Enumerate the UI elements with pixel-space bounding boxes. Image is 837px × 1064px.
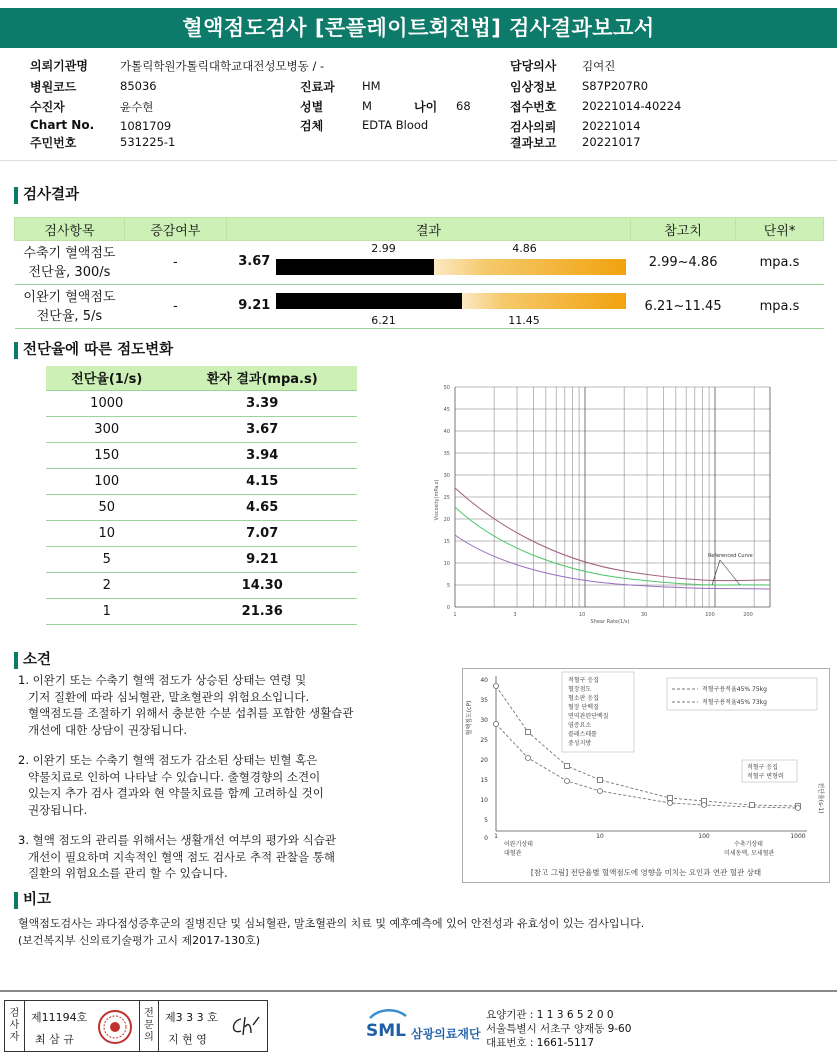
org-code: 요양기관 : 1 1 3 6 5 2 0 0 xyxy=(486,1009,614,1021)
signature-icon xyxy=(227,1013,263,1039)
clinical-label: 임상정보 xyxy=(510,80,557,94)
shear-rate: 1 xyxy=(46,598,167,624)
x-tick: 100 xyxy=(698,833,710,840)
footer-divider xyxy=(0,990,837,992)
chart-ticks xyxy=(444,385,753,618)
unit: mpa.s xyxy=(736,241,824,285)
col-item: 검사항목 xyxy=(15,218,125,241)
ref-range: 6.21~11.45 xyxy=(631,285,736,329)
receipt-value: 20221014-40224 xyxy=(582,99,682,113)
institution-value: 가톨릭학원가톨릭대학교대전성모병동 / - xyxy=(120,59,325,73)
remark-line: 혈액점도검사는 과다점성증후군의 질병진단 및 심뇌혈관, 말초혈관의 치료 및 예후예측에 있어 안전성과 유효성이 있는 검사입니다. xyxy=(18,917,645,930)
shear-rate: 10 xyxy=(46,520,167,546)
chart-no-value: 1081709 xyxy=(120,119,172,133)
factor-item: 혈소판 응집 xyxy=(568,695,599,702)
org-name: 삼광의료재단 xyxy=(411,1027,481,1041)
col-change: 증감여부 xyxy=(124,218,226,241)
marker-75kg xyxy=(565,764,570,769)
annotation-pointer xyxy=(712,560,740,585)
x-axis-label: Shear Rate(1/s) xyxy=(590,619,630,625)
viscosity: 3.67 xyxy=(167,416,357,442)
logo-text: SML xyxy=(366,1021,406,1041)
col-result: 결과 xyxy=(226,218,630,241)
examiner-label: 검사자 xyxy=(5,1001,25,1051)
id-value: 531225-1 xyxy=(120,135,176,149)
seal-icon xyxy=(97,1009,133,1045)
examiner-name: 최 삼 규 xyxy=(35,1033,74,1046)
report-title: 혈액점도검사 [콘플레이트회전법] 검사결과보고서 xyxy=(0,8,837,48)
result-value: 9.21 xyxy=(238,298,271,313)
result-bar-track xyxy=(276,259,626,275)
marker-73kg xyxy=(494,722,499,727)
x-tick: 30 xyxy=(640,612,648,618)
shear-rate: 50 xyxy=(46,494,167,520)
clinical-value: S87P207R0 xyxy=(582,79,649,93)
col-ref: 참고치 xyxy=(631,218,736,241)
remark-text xyxy=(18,916,644,949)
referenced-curve-label: Referenced Curve xyxy=(708,553,753,559)
marker-75kg xyxy=(750,803,755,808)
factor-item: 중성지방 xyxy=(568,740,592,747)
x-tick: 1 xyxy=(453,612,457,618)
chart-curves xyxy=(455,488,770,589)
result-bar-fill xyxy=(276,259,434,275)
y-tick: 5 xyxy=(446,583,450,589)
viscosity: 4.65 xyxy=(167,494,357,520)
change-value: - xyxy=(124,241,226,285)
y-tick: 50 xyxy=(443,385,450,391)
request-label: 검사의뢰 xyxy=(510,120,557,134)
specialist-label: 전문의 xyxy=(139,1001,159,1051)
opinion-line: 기저 질환에 따라 심뇌혈관, 말초혈관의 위험요소입니다. xyxy=(28,689,310,704)
x-right-label: 수축기상태 xyxy=(734,841,763,848)
result-row-systolic xyxy=(15,241,824,285)
table-row xyxy=(46,494,357,520)
remark-heading: 비고 xyxy=(14,892,51,909)
opinion-line: 3. 혈액 점도의 관리를 위해서는 생활개선 여부의 평가와 식습관 xyxy=(18,833,336,847)
hospital-code-value: 85036 xyxy=(120,79,157,93)
x-tick: 100 xyxy=(705,612,715,618)
dept-label: 진료과 xyxy=(300,80,335,94)
opinion-line: 질환의 위험요소를 관리 할 수 있습니다. xyxy=(28,866,228,880)
result-bar-fill xyxy=(276,293,462,309)
col-unit: 단위* xyxy=(736,218,824,241)
opinion-line: 개선이 필요하며 지속적인 혈액 점도 검사로 추적 관찰을 통해 xyxy=(28,849,335,864)
patient-label: 수진자 xyxy=(30,100,65,114)
opinion-line: 권장됩니다. xyxy=(28,802,88,817)
institution-label: 의뢰기관명 xyxy=(30,59,88,73)
org-address: 서울특별시 서초구 양재동 9-60 xyxy=(486,1023,632,1035)
opinion-line: 혈액점도를 조절하기 위해서 충분한 수분 섭취를 포함한 생활습관 xyxy=(28,706,354,720)
item-line2: 전단율, 5/s xyxy=(36,308,103,324)
x-tick: 1000 xyxy=(790,833,806,840)
opinion-text xyxy=(18,672,354,882)
factor-item: 혈장점도 xyxy=(568,686,592,693)
opinion-line: 1. 이완기 또는 수축기 혈액 점도가 상승된 상태는 연령 및 xyxy=(18,673,307,687)
marker-73kg xyxy=(702,803,707,808)
hospital-code-label: 병원코드 xyxy=(30,80,77,94)
patient-curve xyxy=(455,507,770,585)
shear-col2: 환자 결과(mpa.s) xyxy=(167,366,357,390)
opinion-line: 개선에 대한 상담이 권장됩니다. xyxy=(28,722,188,737)
viscosity: 7.07 xyxy=(167,520,357,546)
specialist-name: 지 현 영 xyxy=(168,1033,207,1046)
item-line1: 수축기 혈액점도 xyxy=(23,245,116,261)
result-value: 3.67 xyxy=(238,254,271,269)
factor-item: 염증요소 xyxy=(568,722,592,729)
viscosity: 9.21 xyxy=(167,546,357,572)
figure-y-label: 혈액점도(cP) xyxy=(466,700,473,736)
patient-value: 윤수현 xyxy=(120,100,154,114)
y-tick: 40 xyxy=(480,677,488,684)
marker-75kg xyxy=(526,730,531,735)
org-phone: 대표번호 : 1661-5117 xyxy=(486,1037,595,1049)
viscosity: 21.36 xyxy=(167,598,357,624)
opinion-line: 2. 이완기 또는 수축기 혈액 점도가 감소된 상태는 빈혈 혹은 xyxy=(18,753,318,767)
viscosity-curve-chart xyxy=(430,380,800,625)
table-row xyxy=(46,468,357,494)
viscosity: 3.39 xyxy=(167,390,357,416)
factor-item: 적혈구 응집 xyxy=(747,764,778,771)
y-tick: 30 xyxy=(443,473,450,479)
org-info xyxy=(486,1008,631,1050)
chart-grid xyxy=(455,387,770,607)
table-row xyxy=(46,546,357,572)
shear-table xyxy=(46,366,357,625)
marker-75kg xyxy=(598,778,603,783)
marker-73kg xyxy=(796,806,801,811)
result-row-diastolic xyxy=(15,285,824,329)
remark-line: (보건복지부 신의료기술평가 고시 제2017-130호) xyxy=(18,933,261,947)
factor-item: 혈장 단백질 xyxy=(568,704,599,711)
y-tick: 20 xyxy=(443,517,450,523)
factor-item: 면역관련단백질 xyxy=(568,713,609,720)
viscosity: 14.30 xyxy=(167,572,357,598)
shear-col1: 전단율(1/s) xyxy=(46,366,167,390)
ref-low-tick: 2.99 xyxy=(371,242,396,255)
ref-high-tick: 4.86 xyxy=(512,242,537,255)
receipt-label: 접수번호 xyxy=(510,100,557,114)
factor-item: 콜레스테롤 xyxy=(568,731,597,738)
id-label: 주민번호 xyxy=(30,136,77,150)
table-row xyxy=(46,572,357,598)
marker-73kg xyxy=(668,801,673,806)
doctor-label: 담당의사 xyxy=(510,59,557,73)
age-value: 68 xyxy=(456,99,471,113)
doctor-value: 김여진 xyxy=(582,59,616,73)
change-value: - xyxy=(124,285,226,329)
table-row xyxy=(46,598,357,624)
y-tick: 5 xyxy=(484,817,488,824)
factor-item: 적혈구 응집 xyxy=(568,677,599,684)
y-tick: 20 xyxy=(480,757,488,764)
y-tick: 25 xyxy=(480,737,488,744)
x-tick: 1 xyxy=(494,833,498,840)
shear-rate: 300 xyxy=(46,416,167,442)
x-tick: 10 xyxy=(578,612,586,618)
shear-rate: 2 xyxy=(46,572,167,598)
chart-no-label: Chart No. xyxy=(30,118,95,132)
figure-caption: [참고 그림] 전단율별 혈액점도에 영향을 미치는 요인과 연관 혈관 상태 xyxy=(530,868,762,877)
dept-value: HM xyxy=(362,79,381,93)
result-cell xyxy=(226,285,630,329)
item-line2: 전단율, 300/s xyxy=(28,264,111,280)
marker-73kg xyxy=(526,756,531,761)
shear-rate: 5 xyxy=(46,546,167,572)
shear-rate: 150 xyxy=(46,442,167,468)
y-tick: 30 xyxy=(480,717,488,724)
specimen-value: EDTA Blood xyxy=(362,118,429,132)
opinion-heading: 소견 xyxy=(14,652,51,669)
signature-box xyxy=(4,1000,268,1052)
upper-reference-curve xyxy=(455,488,770,581)
y-tick: 10 xyxy=(443,561,450,567)
y-tick: 10 xyxy=(480,797,488,804)
shear-rate: 100 xyxy=(46,468,167,494)
x-tick: 200 xyxy=(743,612,753,618)
divider xyxy=(0,160,837,161)
sex-value: M xyxy=(362,99,372,113)
legend-item: 적혈구용적율45% 75kg xyxy=(702,686,767,693)
viscosity: 3.94 xyxy=(167,442,357,468)
y-tick: 0 xyxy=(446,605,450,611)
opinion-line: 있는지 추가 검사 결과와 현 약물치료를 함께 고려하실 것이 xyxy=(28,786,324,800)
table-row xyxy=(46,442,357,468)
ref-high-tick: 11.45 xyxy=(508,314,540,327)
report-value: 20221017 xyxy=(582,135,641,149)
opinion-line: 약물치료로 인하여 나타날 수 있습니다. 출혈경향의 소견이 xyxy=(28,769,321,784)
legend-item: 적혈구용적율45% 73kg xyxy=(702,699,767,706)
specimen-label: 검체 xyxy=(300,119,324,133)
y-tick: 35 xyxy=(480,697,488,704)
shear-heading: 전단율에 따른 점도변화 xyxy=(14,342,173,359)
x-left-label: 대혈관 xyxy=(504,850,522,857)
x-tick: 10 xyxy=(596,833,604,840)
y-tick: 15 xyxy=(480,777,488,784)
y-axis-label: Viscosity(mPa.s) xyxy=(434,479,440,521)
y-tick: 40 xyxy=(443,429,450,435)
sex-label: 성별 xyxy=(300,100,324,114)
y-tick: 45 xyxy=(443,407,450,413)
specialist-license: 제3 3 3 호 xyxy=(165,1011,218,1024)
table-row xyxy=(46,390,357,416)
ref-low-tick: 6.21 xyxy=(371,314,396,327)
ref-range: 2.99~4.86 xyxy=(631,241,736,285)
y-tick: 35 xyxy=(443,451,450,457)
result-bar-track xyxy=(276,293,626,309)
table-row xyxy=(46,520,357,546)
report-label: 결과보고 xyxy=(510,136,557,150)
table-row xyxy=(46,416,357,442)
unit: mpa.s xyxy=(736,285,824,329)
examiner-license: 제11194호 xyxy=(31,1011,88,1024)
result-cell xyxy=(226,241,630,285)
factor-item: 적혈구 변형력 xyxy=(747,773,784,780)
y-tick: 25 xyxy=(443,495,450,501)
reference-figure xyxy=(462,668,830,883)
x-right-label: 미세동맥, 모세혈관 xyxy=(724,850,775,857)
shear-rate: 1000 xyxy=(46,390,167,416)
sml-logo xyxy=(366,1008,481,1048)
y-tick: 15 xyxy=(443,539,450,545)
x-axis-unit-label: 전단율(s-1) xyxy=(817,782,824,814)
x-left-label: 이완기상태 xyxy=(504,841,533,848)
item-line1: 이완기 혈액점도 xyxy=(23,289,116,305)
marker-73kg xyxy=(598,789,603,794)
marker-73kg xyxy=(565,779,570,784)
marker-75kg xyxy=(494,684,499,689)
age-label: 나이 xyxy=(414,100,438,114)
y-tick: 0 xyxy=(484,835,488,842)
viscosity: 4.15 xyxy=(167,468,357,494)
results-table xyxy=(14,217,824,329)
marker-75kg xyxy=(668,796,673,801)
x-tick: 3 xyxy=(513,612,517,618)
results-heading: 검사결과 xyxy=(14,187,79,204)
request-value: 20221014 xyxy=(582,119,641,133)
